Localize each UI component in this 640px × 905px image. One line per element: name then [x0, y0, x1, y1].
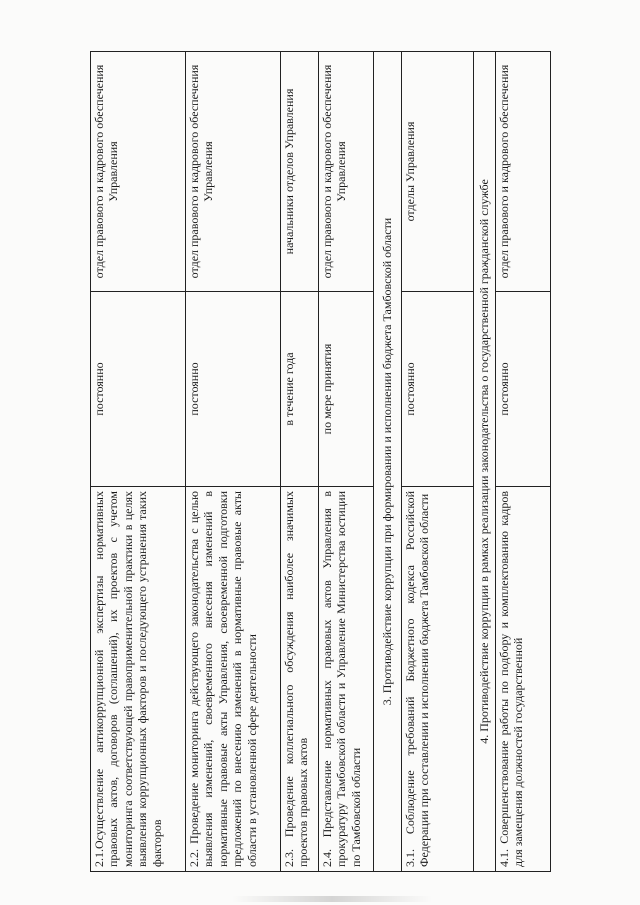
measure-cell: 2.2. Проведение мониторинга действующего законодательства с целью выявления изменений, своевременного внесения изменений в нормативные правовые акты Управления, своевременной подготовки предложений по внесению изменений в нормативные правовые акты области в установленной сфере деятельности — [186, 487, 281, 872]
table-row — [319, 52, 374, 872]
table-row — [186, 52, 281, 872]
table-row — [91, 52, 186, 872]
table-row — [496, 52, 551, 872]
scan-artifact — [232, 896, 432, 902]
table-row — [402, 52, 474, 872]
measure-cell: 3.1. Соблюдение требований Бюджетного кодекса Российской Федерации при составлении и исполнении бюджета Тамбовской области — [402, 487, 474, 872]
term-cell: постоянно — [402, 292, 474, 487]
responsible-cell: отдел правового и кадрового обеспечения Управления — [186, 52, 281, 292]
responsible-cell: начальники отделов Управления — [281, 52, 319, 292]
table-row — [281, 52, 319, 872]
rotated-table-container — [90, 52, 550, 872]
measure-cell: 2.4. Представление нормативных правовых актов Управления в прокуратуру Тамбовской области и Управление Министерства юстиции по Тамбовской области — [319, 487, 374, 872]
term-cell: постоянно — [186, 292, 281, 487]
responsible-cell: отдел правового и кадрового обеспечения Управления — [91, 52, 186, 292]
term-cell: по мере принятия — [319, 292, 374, 487]
measure-cell: 4.1. Совершенствование работы по подбору и комплектованию кадров для замещения должностей государственной — [496, 487, 551, 872]
anticorruption-plan-table — [90, 51, 551, 872]
term-cell: постоянно — [496, 292, 551, 487]
responsible-cell: отдел правового и кадрового обеспечения Управления — [319, 52, 374, 292]
section-header-row — [474, 52, 496, 872]
responsible-cell: отдел правового и кадрового обеспечения — [496, 52, 551, 292]
section-header-row — [374, 52, 402, 872]
measure-cell: 2.3. Проведение коллегиального обсуждения наиболее значимых проектов правовых актов — [281, 487, 319, 872]
measure-cell: 2.1.Осуществление антикоррупционной экспертизы нормативных правовых актов, договоров (соглашений), их проектов с учетом мониторинга соответствующей правоприменительной практики в целях выявления коррупционных факторов и последующего устранения таких факторов — [91, 487, 186, 872]
section-title: 4. Противодействие коррупции в рамках реализации законодательства о государственной гражданской службе — [474, 52, 496, 872]
section-title: 3. Противодействие коррупции при формировании и исполнении бюджета Тамбовской области — [374, 52, 402, 872]
responsible-cell: отделы Управления — [402, 52, 474, 292]
term-cell: постоянно — [91, 292, 186, 487]
term-cell: в течение года — [281, 292, 319, 487]
